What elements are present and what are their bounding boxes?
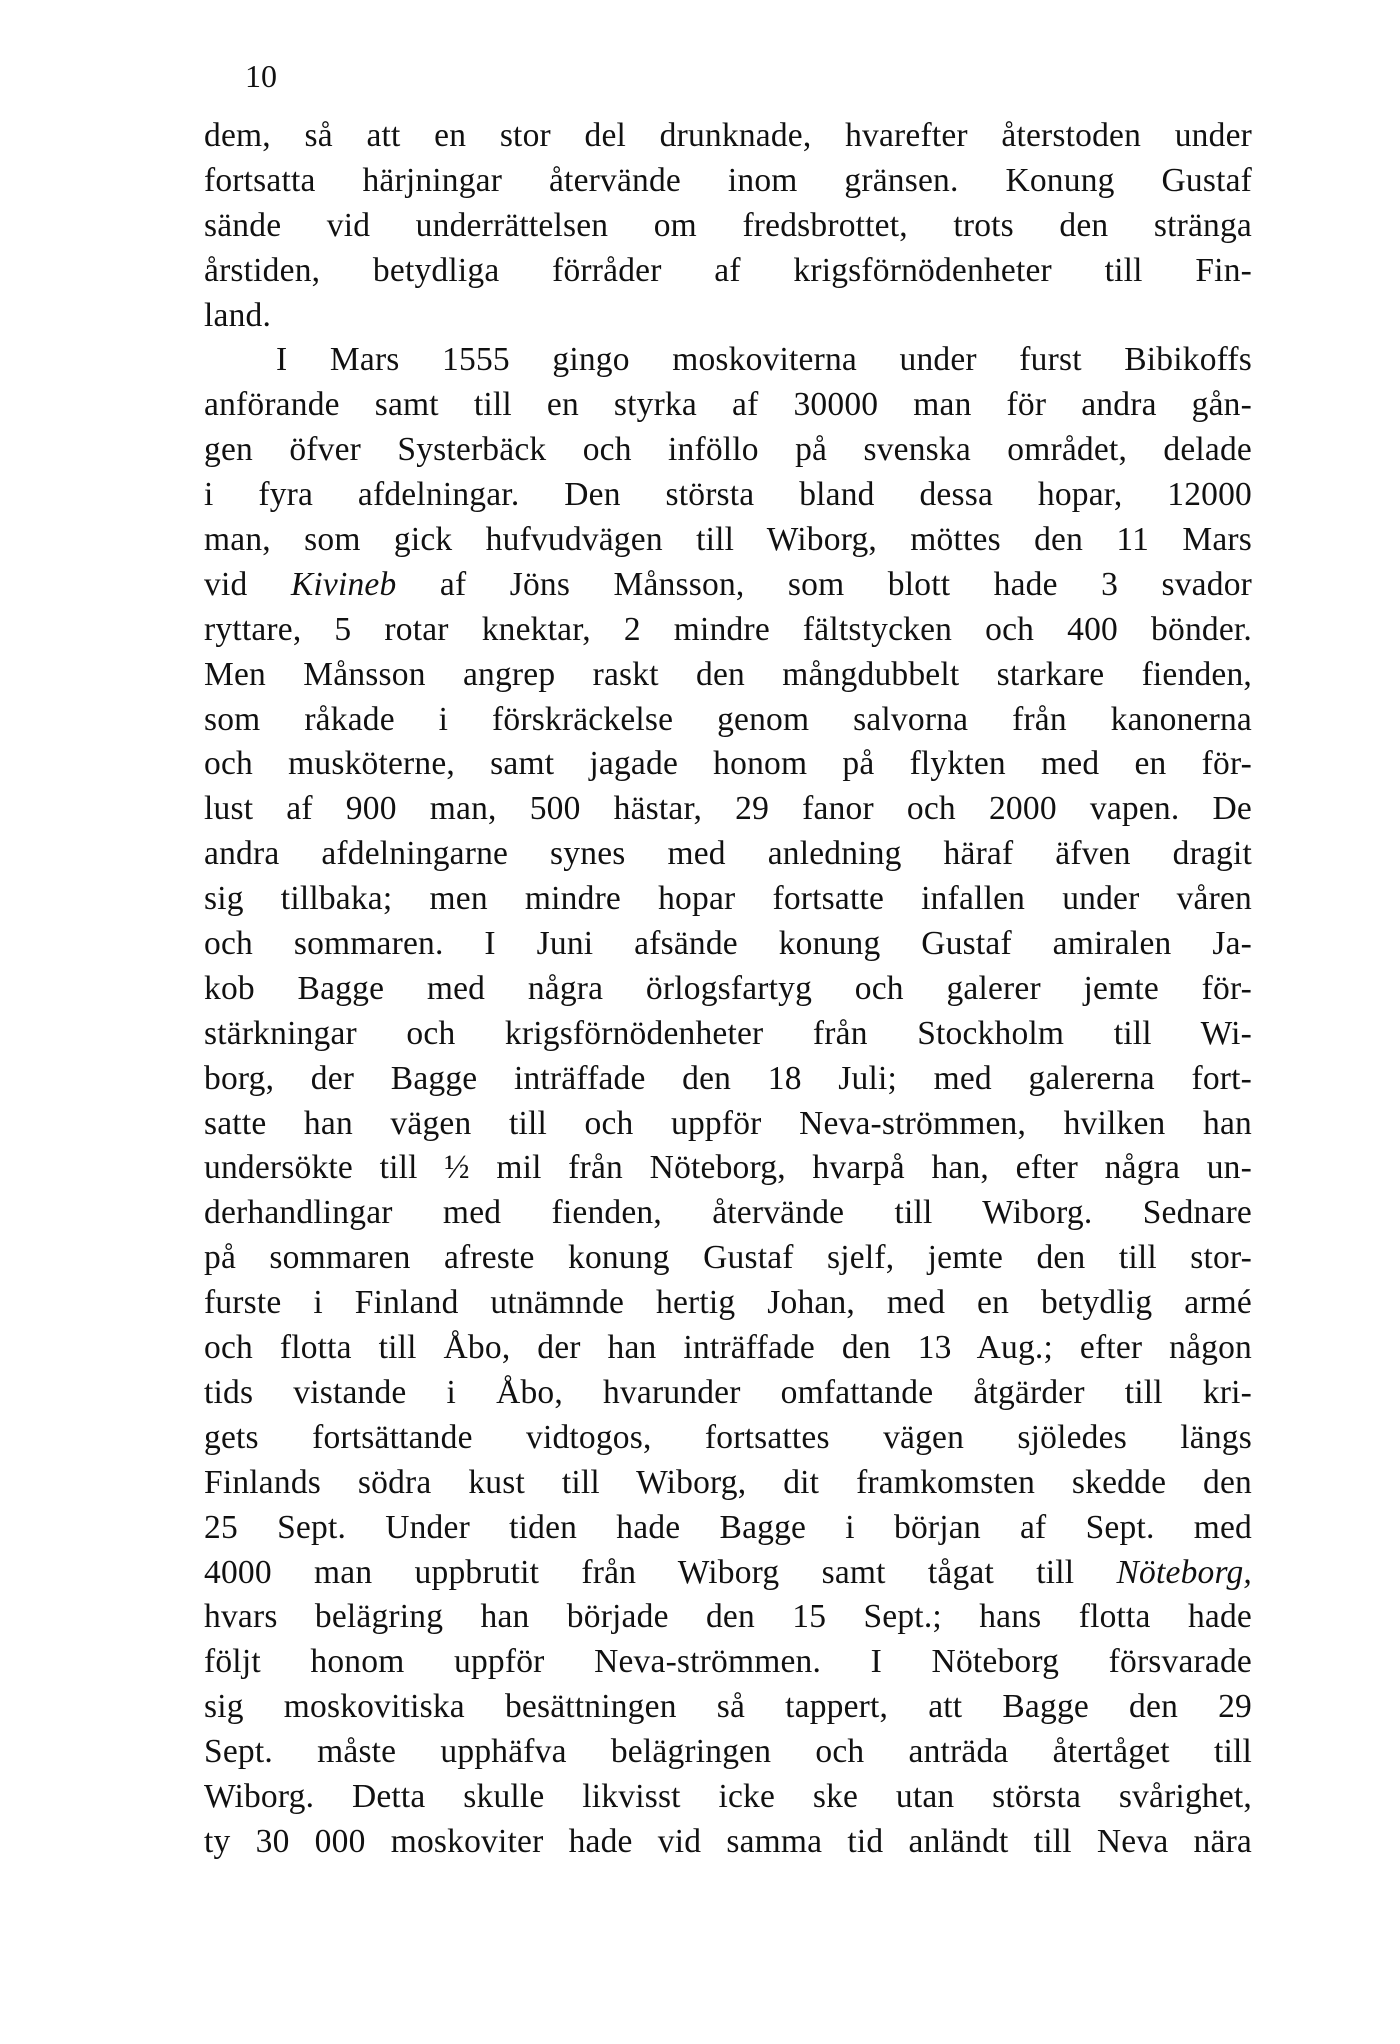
text-line: Men Månsson angrep raskt den mångdubbelt starkare fienden, — [204, 655, 1252, 693]
text-run: af Jöns Månsson, som blott hade 3 svador — [396, 565, 1253, 603]
text-run: vid — [204, 565, 291, 603]
italic-place-name: Kivineb — [290, 565, 397, 603]
text-line: fortsatta härjningar återvände inom gränsen. Konung Gustaf — [204, 161, 1252, 199]
text-line: furste i Finland utnämnde hertig Johan, med en betydlig armé — [204, 1284, 1252, 1322]
text-line: och musköterne, samt jagade honom på flykten med en för- — [204, 745, 1252, 783]
text-line: stärkningar och krigsförnödenheter från Stockholm till Wi- — [204, 1014, 1252, 1052]
text-line: sig moskovitiska besättningen så tappert, att Bagge den 29 — [204, 1688, 1252, 1726]
text-line: följt honom uppför Neva-strömmen. I Nöteborg försvarade — [204, 1643, 1252, 1681]
text-line: satte han vägen till och uppför Neva-strömmen, hvilken han — [204, 1104, 1252, 1142]
text-line: i fyra afdelningar. Den största bland dessa hopar, 12000 — [204, 476, 1252, 514]
text-line: anförande samt till en styrka af 30000 man för andra gån- — [204, 386, 1252, 424]
text-run: 4000 man uppbrutit från Wiborg samt tågat till — [204, 1553, 1117, 1591]
text-line: gen öfver Systerbäck och inföllo på svenska området, delade — [204, 431, 1252, 469]
text-line — [204, 563, 1252, 608]
text-line: på sommaren afreste konung Gustaf sjelf, jemte den till stor- — [204, 1239, 1252, 1277]
text-line: I Mars 1555 gingo moskoviterna under furst Bibikoffs — [276, 341, 1252, 379]
text-line: dem, så att en stor del drunknade, hvarefter återstoden under — [204, 117, 1252, 154]
page-number: 10 — [245, 58, 277, 94]
text-line: hvars belägring han började den 15 Sept.; hans flotta hade — [204, 1598, 1252, 1636]
body-text — [204, 114, 1252, 1865]
text-line: ryttare, 5 rotar knektar, 2 mindre fältstycken och 400 bönder. — [204, 610, 1252, 648]
text-line: sände vid underrättelsen om fredsbrottet, trots den stränga — [204, 206, 1252, 244]
text-line: man, som gick hufvudvägen till Wiborg, möttes den 11 Mars — [204, 521, 1252, 559]
text-line: och flotta till Åbo, der han inträffade den 13 Aug.; efter någon — [204, 1329, 1252, 1367]
text-line: kob Bagge med några örlogsfartyg och galerer jemte för- — [204, 969, 1252, 1007]
text-line: ty 30 000 moskoviter hade vid samma tid anländt till Neva nära — [204, 1822, 1252, 1860]
text-line: 25 Sept. Under tiden hade Bagge i början af Sept. med — [204, 1508, 1252, 1546]
text-line: Sept. måste upphäfva belägringen och anträda återtåget till — [204, 1733, 1252, 1771]
text-line: årstiden, betydliga förråder af krigsförnödenheter till Fin- — [204, 251, 1252, 289]
text-line: och sommaren. I Juni afsände konung Gustaf amiralen Ja- — [204, 925, 1252, 963]
text-line: sig tillbaka; men mindre hopar fortsatte infallen under våren — [204, 880, 1252, 918]
text-line: land. — [204, 296, 272, 334]
text-line: undersökte till ½ mil från Nöteborg, hvarpå han, efter några un- — [204, 1149, 1252, 1187]
text-line: gets fortsättande vidtogos, fortsattes vägen sjöledes längs — [204, 1418, 1252, 1456]
text-line: som råkade i förskräckelse genom salvorna från kanonerna — [204, 700, 1252, 738]
text-line: borg, der Bagge inträffade den 18 Juli; med galererna fort- — [204, 1059, 1252, 1097]
text-line: Finlands södra kust till Wiborg, dit framkomsten skedde den — [204, 1463, 1252, 1501]
text-line: lust af 900 man, 500 hästar, 29 fanor och 2000 vapen. De — [204, 790, 1252, 828]
text-line: Wiborg. Detta skulle likvisst icke ske utan största svårighet, — [204, 1777, 1252, 1815]
italic-place-name: Nöteborg, — [1116, 1553, 1252, 1591]
text-line — [204, 1551, 1252, 1596]
text-line: tids vistande i Åbo, hvarunder omfattande åtgärder till kri- — [204, 1373, 1252, 1411]
text-line: andra afdelningarne synes med anledning häraf äfven dragit — [204, 835, 1252, 873]
text-line: derhandlingar med fienden, återvände till Wiborg. Sednare — [204, 1194, 1252, 1232]
